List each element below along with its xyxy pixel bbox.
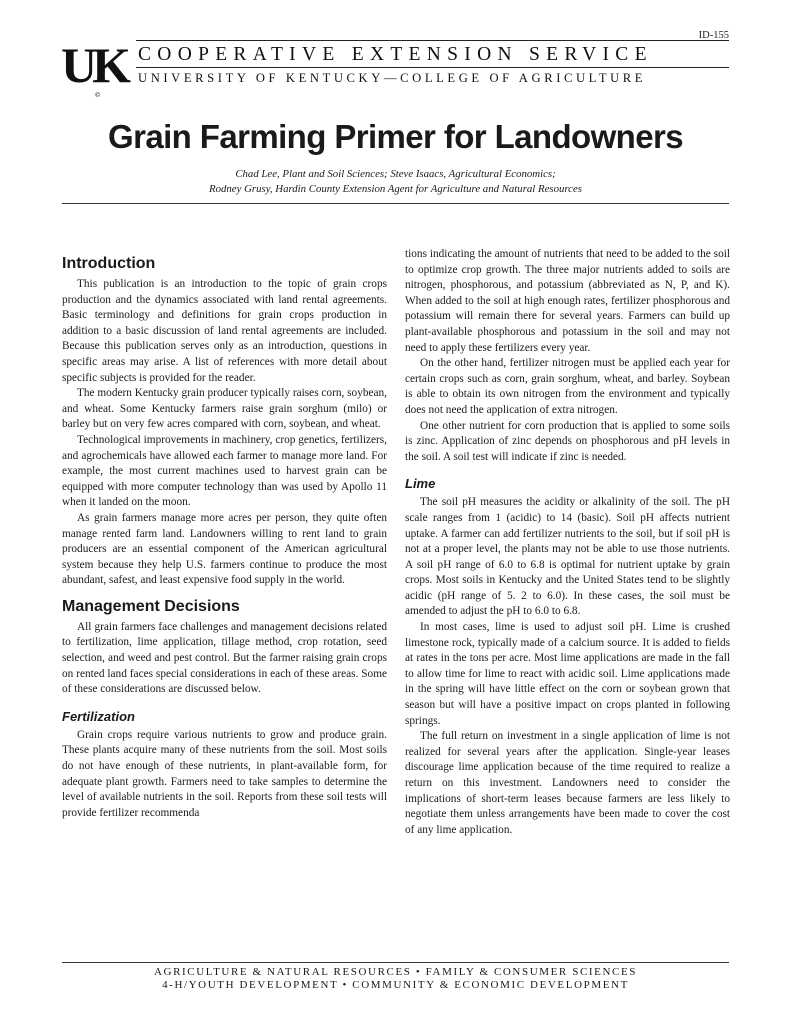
footer-line-1: AGRICULTURE & NATURAL RESOURCES • FAMILY & CONSUMER SCIENCES <box>154 966 637 978</box>
footer-rule <box>62 962 729 963</box>
title-rule <box>62 203 729 204</box>
header-top-rule <box>136 40 729 41</box>
section-heading-introduction: Introduction <box>62 255 156 272</box>
paragraph: As grain farmers manage more acres per person, they quite often manage rented farm land. Landowners willing to rent land to grain producers are an essential component of the American agricultural system because they help U.S. farmers continue to produce the most abundant, safest, and least expensive food supply in the world. <box>62 511 387 587</box>
paragraph-continued: tions indicating the amount of nutrients that need to be added to the soil to optimize crop growth. The three major nutrients added to soils are nitrogen, phosphorous, and potassium (abbreviated as N, P, and K). When added to the soil at high enough rates, fertilizer phosphorous and potassium will remain there for several years. Farmers can build up plant-available phosphorous and potassium in the soil and may not need to apply these fertilizers every year. <box>405 248 730 354</box>
paragraph: The full return on investment in a single application of lime is not realized for several years after the application. Single-year leases discourage lime application because of the time required to realize a return on this investment. Landowners need to consider the implications of short-term leases because farmers are less likely to negotiate them unless arrangements have been made to cover the cost of any lime application. <box>405 730 730 836</box>
document-title: Grain Farming Primer for Landowners <box>108 118 683 155</box>
uk-logo-text: UK <box>61 37 126 93</box>
paragraph: On the other hand, fertilizer nitrogen must be applied each year for certain crops such as corn, grain sorghum, wheat, and barley. Soybean is able to obtain its own nitrogen from the environment and typically does not need the application of extra nitrogen. <box>405 357 730 416</box>
subheading-lime: Lime <box>405 476 436 492</box>
authors <box>0 167 791 197</box>
paragraph: The modern Kentucky grain producer typically raises corn, soybean, and wheat. Some Kentucky farmers raise grain sorghum (milo) or barley but on very few acres compared with corn, soybean, and wheat. <box>62 387 387 431</box>
footer <box>0 966 791 992</box>
footer-line-2: 4-H/YOUTH DEVELOPMENT • COMMUNITY & ECONOMIC DEVELOPMENT <box>162 979 629 991</box>
paragraph: One other nutrient for corn production that is applied to some soils is zinc. Application of zinc depends on phosphorous and pH levels in the soil. A soil test will indicate if zinc is needed. <box>405 419 730 463</box>
org-name: COOPERATIVE EXTENSION SERVICE <box>138 44 653 65</box>
org-subtitle: UNIVERSITY OF KENTUCKY—COLLEGE OF AGRICULTURE <box>138 71 647 85</box>
subheading-fertilization: Fertilization <box>62 708 135 724</box>
section-heading-management-decisions: Management Decisions <box>62 597 240 615</box>
paragraph: All grain farmers face challenges and management decisions related to fertilization, lime application, tillage method, crop rotation, seed selection, and weed and pest control. But the farmer raising grain crops on rented land faces special considerations in each of these areas. Some of these considerations are discussed below. <box>62 620 387 696</box>
document-id: ID-155 <box>698 30 729 41</box>
uk-logo <box>61 37 131 99</box>
paragraph: In most cases, lime is used to adjust soil pH. Lime is crushed limestone rock, typically made of a calcium source. It is added to fields at rates in the tons per acre. Most lime applications are made in the fall to allow time for lime to react with acidic soil. Lime applications made in the spring will have little effect on the corn or soybean grown that season but will have a positive impact on crops planted in following springs. <box>405 621 730 727</box>
header-middle-rule <box>136 67 729 68</box>
paragraph: This publication is an introduction to the topic of grain crops production and the dynamics associated with land rental agreements. Basic terminology and definitions for grain crops production in addition to a basic discussion of land rental agreements are included. Because this publication serves only as an introduction, questions in specific areas may arise. A list of references with more detail about specific subjects is provided for the reader. <box>62 278 387 384</box>
paragraph: Grain crops require various nutrients to grow and produce grain. These plants acquire many of these nutrients from the soil. Most soils do not have enough of these nutrients, in plant-available form, for adequate plant growth. Farmers need to take samples to determine the level of available nutrients in the soil. Reports from these soil tests will provide fertilizer recommenda <box>62 728 387 819</box>
right-column <box>405 247 730 838</box>
paragraph: Technological improvements in machinery, crop genetics, fertilizers, and agrochemicals have allowed each farmer to manage more land. For example, the most current machines used to harvest grain can be equipped with more computer technology than was used by Apollo 11 when it landed on the moon. <box>62 433 387 509</box>
paragraph: The soil pH measures the acidity or alkalinity of the soil. The pH scale ranges from 1 (acidic) to 14 (basic). Soil pH affects nutrient uptake. A farmer can add fertilizer nutrients to the soil, but if soil pH is not at a proper level, the plants may not be able to use those nutrients. A soil pH range of 6.0 to 6.8 is optimal for nutrient uptake by grain crops. Most soils in Kentucky and the United States tend to be slightly acidic (pH range of 5. 2 to 6.0). In these cases, the soil must be amended to adjust the pH to 6.0 to 6.8. <box>405 496 730 618</box>
authors-line-2: Rodney Grusy, Hardin County Extension Agent for Agriculture and Natural Resources <box>209 183 582 195</box>
copyright-mark: © <box>95 91 101 99</box>
authors-line-1: Chad Lee, Plant and Soil Sciences; Steve Isaacs, Agricultural Economics; <box>235 168 556 180</box>
left-column <box>62 254 387 821</box>
